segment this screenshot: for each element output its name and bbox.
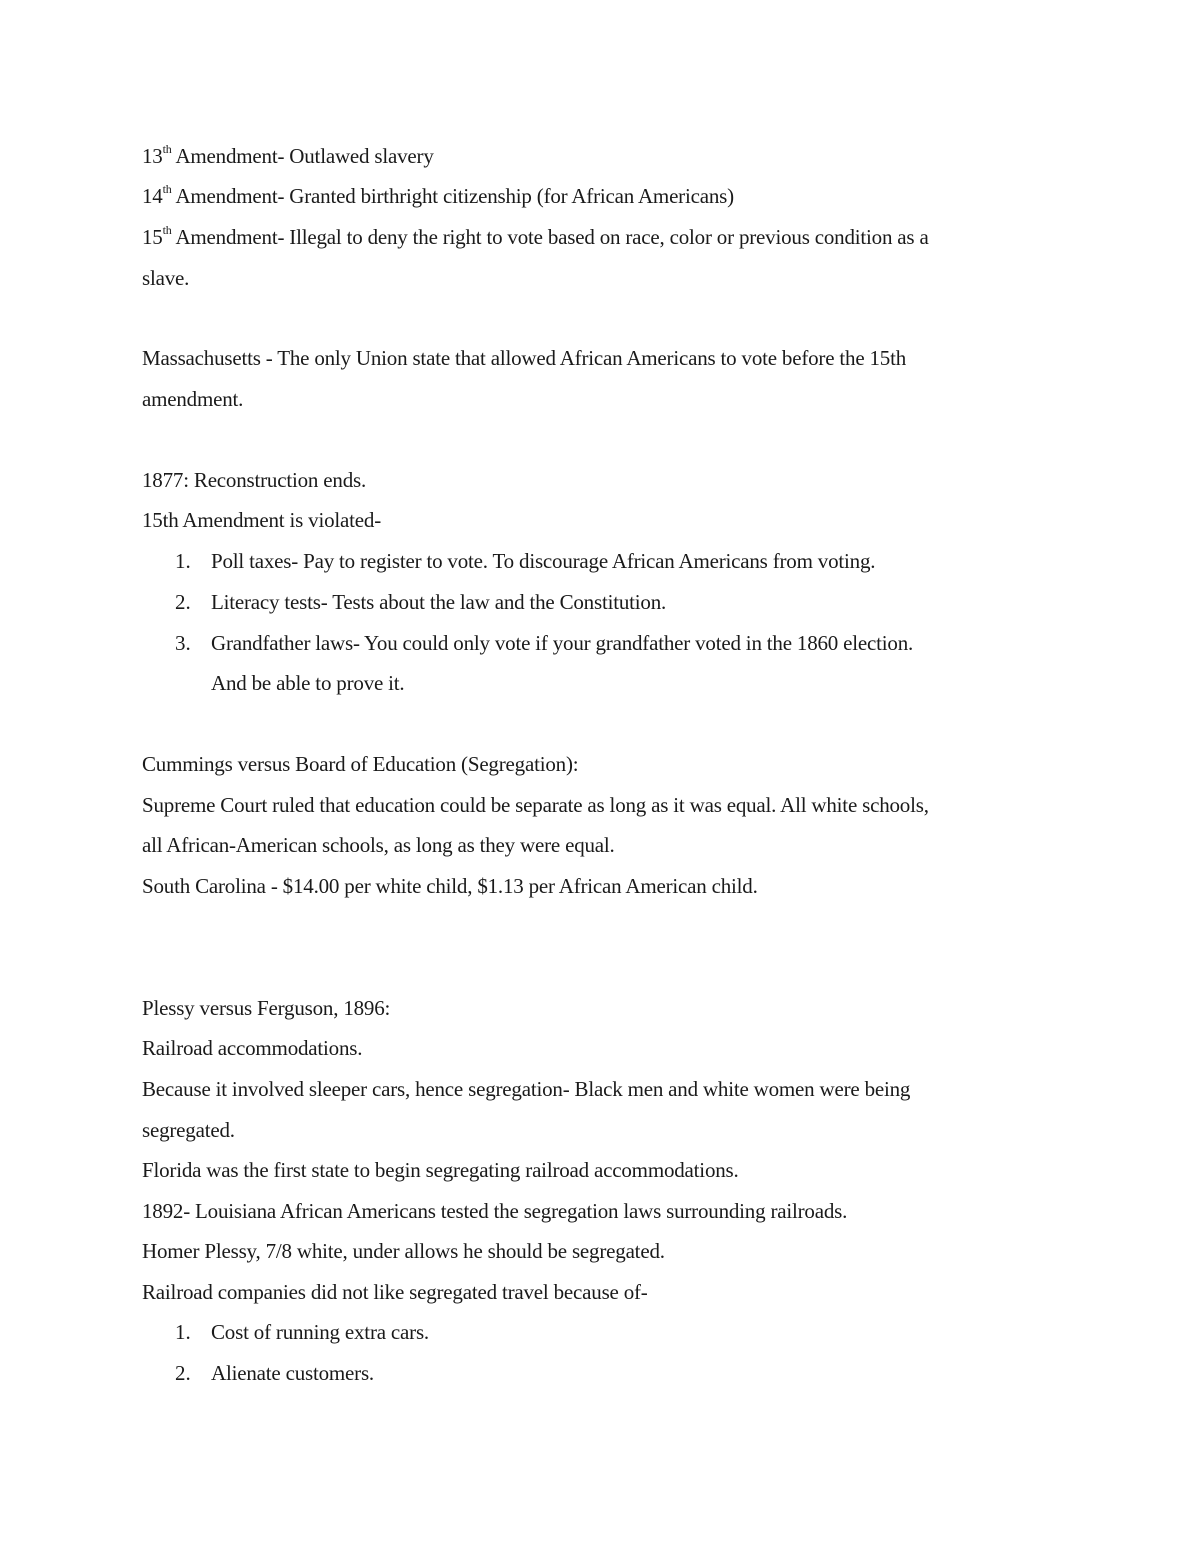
list-item: Alienate customers. — [211, 1361, 374, 1385]
massachusetts-line-1: Massachusetts - The only Union state that allowed African Americans to vote before the 15th — [142, 346, 907, 370]
plessy-line-5: 1892- Louisiana African Americans tested the segregation laws surrounding railroads. — [142, 1199, 848, 1223]
amendment-14-line — [142, 182, 734, 210]
amendment-text: Amendment- Illegal to deny the right to vote based on race, color or previous condition as a — [171, 225, 929, 249]
ordinal-suffix: th — [162, 182, 172, 196]
amendment-number: 13 — [142, 144, 163, 168]
amendment-text: Amendment- Outlawed slavery — [171, 144, 434, 168]
plessy-line-4: Florida was the first state to begin segregating railroad accommodations. — [142, 1158, 739, 1182]
list-item: Poll taxes- Pay to register to vote. To discourage African Americans from voting. — [211, 549, 876, 573]
plessy-heading: Plessy versus Ferguson, 1896: — [142, 996, 391, 1020]
amendment-continuation: slave. — [142, 266, 190, 290]
plessy-line-1: Railroad accommodations. — [142, 1036, 363, 1060]
plessy-line-6: Homer Plessy, 7/8 white, under allows he should be segregated. — [142, 1239, 665, 1263]
plessy-line-7: Railroad companies did not like segregated travel because of- — [142, 1280, 648, 1304]
amendment-15-line — [142, 223, 929, 251]
reconstruction-subheading: 15th Amendment is violated- — [142, 508, 381, 532]
list-number: 1. — [175, 549, 191, 573]
reconstruction-heading: 1877: Reconstruction ends. — [142, 468, 367, 492]
plessy-line-3: segregated. — [142, 1118, 235, 1142]
amendment-number: 15 — [142, 225, 163, 249]
cummings-line-3: South Carolina - $14.00 per white child, $1.13 per African American child. — [142, 874, 758, 898]
list-item: Literacy tests- Tests about the law and the Constitution. — [211, 590, 667, 614]
list-item-continuation: And be able to prove it. — [211, 671, 405, 695]
amendment-text: Amendment- Granted birthright citizenship (for African Americans) — [171, 184, 734, 208]
ordinal-suffix: th — [162, 223, 172, 237]
list-number: 3. — [175, 631, 191, 655]
list-item: Cost of running extra cars. — [211, 1320, 429, 1344]
plessy-line-2: Because it involved sleeper cars, hence segregation- Black men and white women were being — [142, 1077, 911, 1101]
list-number: 2. — [175, 1361, 191, 1385]
cummings-heading: Cummings versus Board of Education (Segregation): — [142, 752, 579, 776]
amendment-number: 14 — [142, 184, 163, 208]
ordinal-suffix: th — [162, 142, 172, 156]
massachusetts-line-2: amendment. — [142, 387, 244, 411]
list-number: 2. — [175, 590, 191, 614]
amendment-13-line — [142, 142, 434, 170]
list-item: Grandfather laws- You could only vote if your grandfather voted in the 1860 election. — [211, 631, 914, 655]
cummings-line-2: all African-American schools, as long as they were equal. — [142, 833, 615, 857]
list-number: 1. — [175, 1320, 191, 1344]
cummings-line-1: Supreme Court ruled that education could be separate as long as it was equal. All white schools, — [142, 793, 929, 817]
